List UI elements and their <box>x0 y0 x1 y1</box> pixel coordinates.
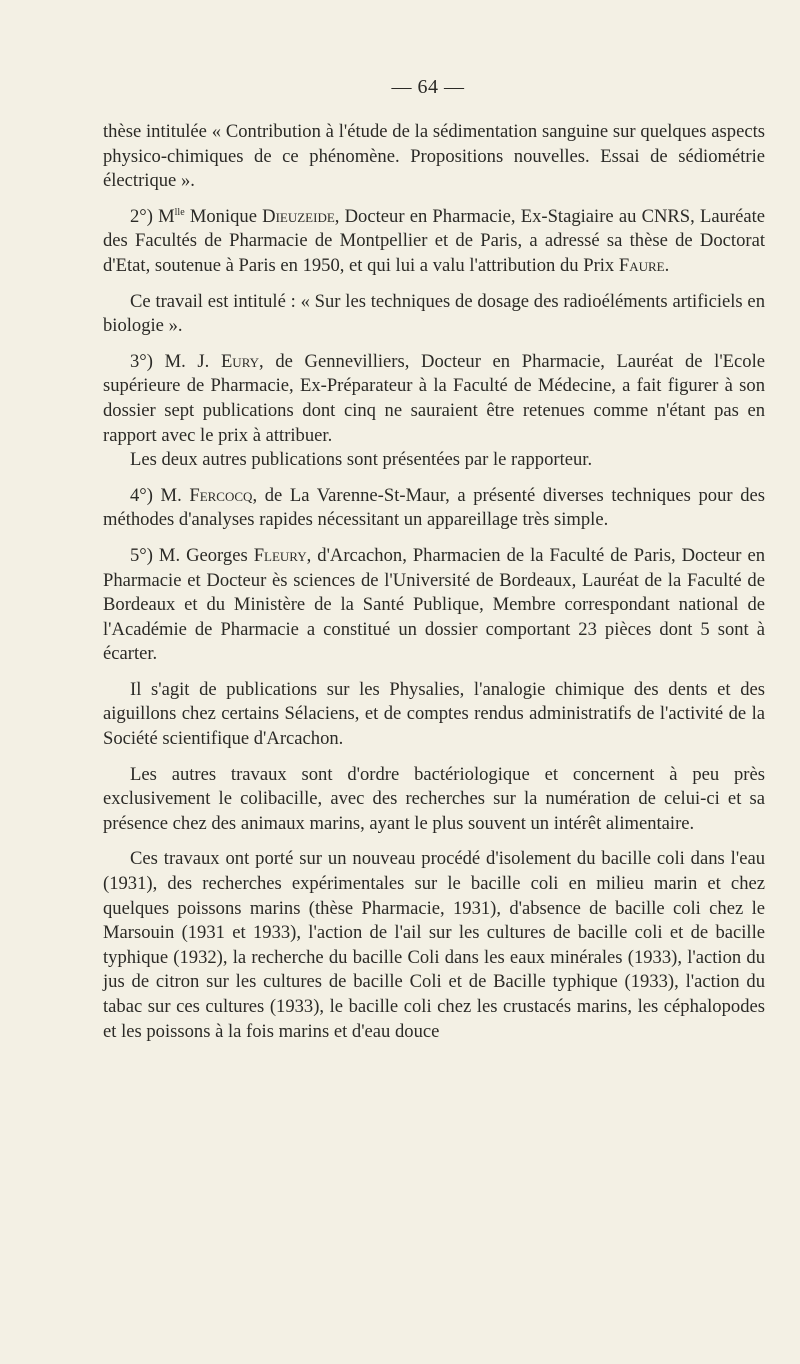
person-name: Fleury <box>253 544 307 566</box>
item-prefix: 2°) M <box>130 205 175 227</box>
paragraph-fleury <box>103 544 765 667</box>
item-text: , de Gennevilliers, Docteur en Pharmacie, Lauréat de l'Ecole supérieure de Pharmacie, Ex-Préparateur à la Faculté de Médecine, a fait figurer à son dossier sept publications dont cinq ne sauraient être retenues comme n'étant pas en rapport avec le prix à attribuer. <box>103 350 765 446</box>
person-name: Dieuzeide <box>262 205 335 227</box>
paragraph-bacteriology: Les autres travaux sont d'ordre bactériologique et concernent à peu près exclusivement le colibacille, avec des recherches sur la numération de celui-ci et sa présence chez des animaux marins, ayant le plus souvent un intérêt alimentaire. <box>103 763 765 834</box>
paragraph-work-title: Ce travail est intitulé : « Sur les techniques de dosage des radioéléments artificiels en biologie ». <box>103 290 765 337</box>
paragraph-works-list: Ces travaux ont porté sur un nouveau procédé d'isolement du bacille coli dans l'eau (1931), des recherches expérimentales sur le bacille coli en milieu marin et chez quelques poissons marins (thèse Pharmacie, 1931), d'absence de bacille coli chez le Marsouin (1931 et 1933), l'action de l'ail sur les cultures de bacille coli et de bacille typhique (1932), la recherche du bacille Coli dans les eaux minérales (1933), l'action du jus de citron sur les cultures de bacille Coli et de Bacille typhique (1933), l'action du tabac sur ces cultures (1933), le bacille coli chez les crustacés marins, les céphalopodes et les poissons à la fois marins et d'eau douce <box>103 848 765 1042</box>
paragraph-physalies: Il s'agit de publications sur les Physalies, l'analogie chimique des dents et des aiguillons chez certains Sélaciens, et de comptes rendus administratifs de l'activité de la Société scientifique d'Arcachon. <box>103 678 765 750</box>
prize-name: Faure <box>618 254 665 276</box>
item-prefix: 3°) M. J. <box>130 350 221 372</box>
page-number: — 64 — <box>391 76 465 98</box>
person-name: Fercocq <box>189 484 253 506</box>
item-end: . <box>664 254 670 276</box>
paragraph-eury <box>103 350 765 448</box>
item-text: , d'Arcachon, Pharmacien de la Faculté de Paris, Docteur en Pharmacie et Docteur ès sciences de l'Université de Bordeaux, Lauréat de la Faculté de Bordeaux et du Ministère de la Santé Publique, Membre correspondant national de l'Académie de Pharmacie a constitué un dossier comportant 23 pièces dont 5 sont à écarter. <box>103 544 765 665</box>
paragraph-fercocq <box>103 484 765 533</box>
name-prefix: Monique <box>184 205 263 227</box>
title-superscript: lle <box>174 206 185 218</box>
item-text: , Docteur en Pharmacie, Ex-Stagiaire au CNRS, Lauréate des Facultés de Pharmacie de Montpellier et de Paris, a adressé sa thèse de Doctorat d'Etat, soutenue à Paris en 1950, et qui lui a valu l'attribution du Prix <box>103 205 766 276</box>
item-prefix: 5°) M. Georges <box>130 544 254 566</box>
paragraph-eury-remark: Les deux autres publications sont présentées par le rapporteur. <box>130 449 593 471</box>
paragraph-thesis-title: thèse intitulée « Contribution à l'étude de la sédimentation sanguine sur quelques aspects physico-chimiques de ce phénomène. Propositions nouvelles. Essai de sédiométrie électrique ». <box>103 121 765 192</box>
body-text <box>103 120 765 1055</box>
item-prefix: 4°) M. <box>130 484 190 506</box>
item-text: , de La Varenne-St-Maur, a présenté diverses techniques pour des méthodes d'analyses rapides nécessitant un appareillage très simple. <box>103 484 765 531</box>
person-name: Eury <box>220 350 260 372</box>
paragraph-dieuzeide <box>103 205 765 279</box>
